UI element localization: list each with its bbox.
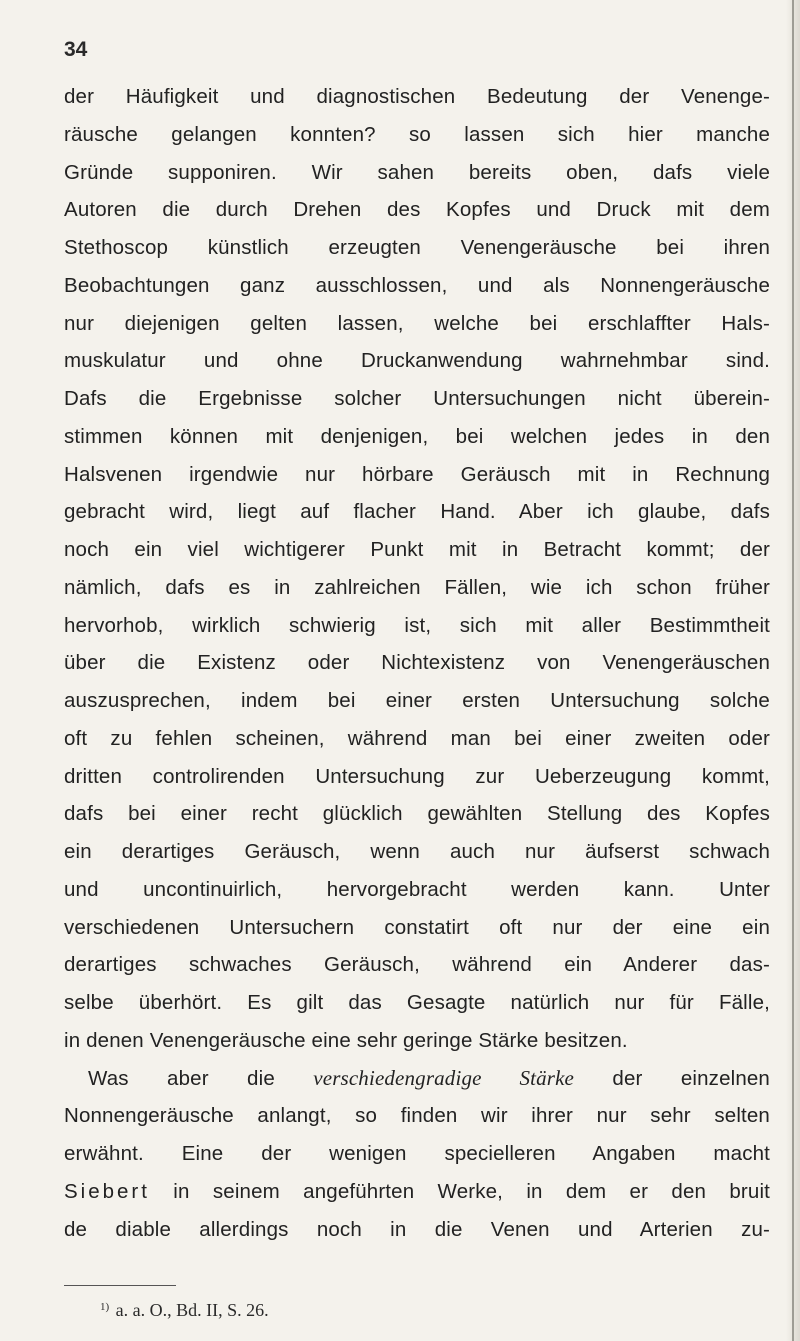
text-line: Dafs die Ergebnisse solcher Untersuchungen nicht überein- (64, 387, 770, 410)
text-line: über die Existenz oder Nichtexistenz von Venengeräuschen (64, 651, 770, 675)
italic-emphasis: verschiedengradige Stärke (313, 1065, 575, 1090)
text-line (64, 1173, 770, 1211)
text-line: de diable allerdings noch in die Venen und Arterien zu- (64, 1217, 770, 1241)
text-run: der einzelnen (612, 1066, 770, 1090)
text-line: dafs bei einer recht glücklich gewählten Stellung des Kopfes (64, 802, 770, 826)
text-line: verschiedenen Untersuchern constatirt oft nur der eine ein (64, 915, 770, 939)
footnote-divider (64, 1285, 176, 1286)
text-line: erwähnt. Eine der wenigen specielleren Angaben macht (64, 1142, 770, 1165)
page-number: 34 (64, 38, 88, 61)
text-line: oft zu fehlen scheinen, während man bei einer zweiten oder (64, 726, 770, 750)
footnote-text: a. a. O., Bd. II, S. 26. (115, 1300, 269, 1320)
footnote (100, 1300, 269, 1321)
text-line: derartiges schwaches Geräusch, während ein Anderer das- (64, 953, 770, 977)
text-line: räusche gelangen konnten? so lassen sich hier manche (64, 122, 770, 146)
text-line: dritten controlirenden Untersuchung zur Ueberzeugung kommt, (64, 764, 770, 788)
text-line: auszusprechen, indem bei einer ersten Untersuchung solche (64, 689, 770, 712)
text-line: Nonnengeräusche anlangt, so finden wir ihrer nur sehr selten (64, 1104, 770, 1128)
text-run: Was aber die (88, 1066, 275, 1090)
main-text-block (64, 78, 770, 1248)
text-line: der Häufigkeit und diagnostischen Bedeutung der Venenge- (64, 85, 770, 108)
text-line: selbe überhört. Es gilt das Gesagte natürlich nur für Fälle, (64, 991, 770, 1014)
author-name-spaced: Siebert (64, 1179, 150, 1203)
text-line: noch ein viel wichtigerer Punkt mit in Betracht kommt; der (64, 538, 770, 561)
text-line: Stethoscop künstlich erzeugten Venengeräusche bei ihren (64, 236, 770, 259)
text-line: gebracht wird, liegt auf flacher Hand. Aber ich glaube, dafs (64, 500, 770, 524)
text-line: ein derartiges Geräusch, wenn auch nur äufserst schwach (64, 840, 770, 863)
paragraph-start-line (64, 1060, 770, 1098)
text-line: nämlich, dafs es in zahlreichen Fällen, wie ich schon früher (64, 575, 770, 599)
text-line: hervorhob, wirklich schwierig ist, sich mit aller Bestimmtheit (64, 613, 770, 637)
text-line: nur diejenigen gelten lassen, welche bei erschlaffter Hals- (64, 311, 770, 335)
text-line: und uncontinuirlich, hervorgebracht werden kann. Unter (64, 877, 770, 901)
text-line: Autoren die durch Drehen des Kopfes und Druck mit dem (64, 198, 770, 222)
text-line: muskulatur und ohne Druckanwendung wahrnehmbar sind. (64, 349, 770, 373)
page-edge-line (792, 0, 794, 1341)
paragraph-end-line: in denen Venengeräusche eine sehr geringe Stärke besitzen. (64, 1028, 628, 1052)
text-line: stimmen können mit denjenigen, bei welchen jedes in den (64, 424, 770, 448)
text-line: Beobachtungen ganz ausschlossen, und als Nonnengeräusche (64, 273, 770, 297)
text-run: in seinem angeführten Werke, in dem er den bruit (173, 1179, 770, 1203)
text-line: Halsvenen irgendwie nur hörbare Geräusch mit in Rechnung (64, 462, 770, 486)
text-line: Gründe supponiren. Wir sahen bereits oben, dafs viele (64, 160, 770, 184)
footnote-marker: 1) (100, 1301, 110, 1313)
